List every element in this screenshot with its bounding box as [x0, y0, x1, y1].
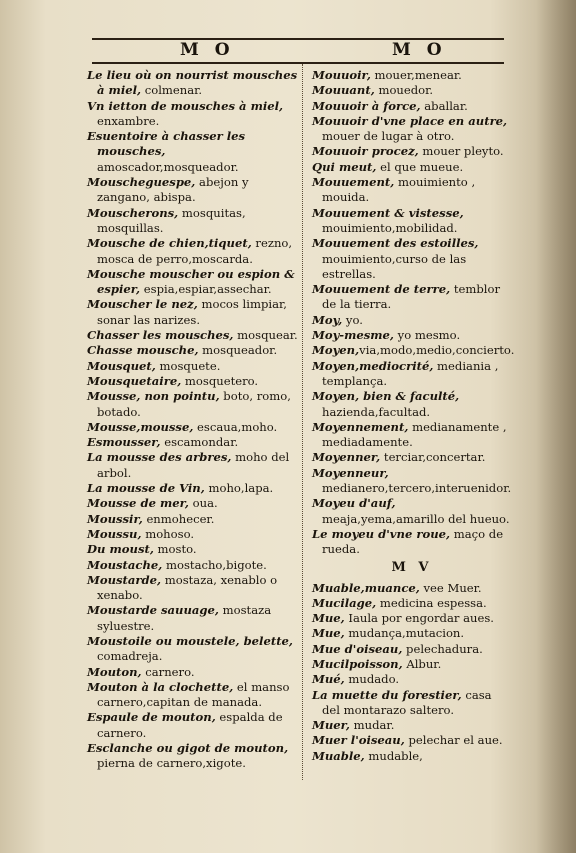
entry-definition: el manso carnero,capitan de manada.	[97, 679, 290, 710]
entry-definition: rezno, mosca de perro,moscarda.	[97, 236, 293, 266]
entry-headword: Moyenner,	[312, 450, 381, 465]
entry-definition: escaua,moho.	[193, 419, 278, 434]
entry-definition: abejon y zangano, abispa.	[97, 175, 249, 205]
dictionary-entry	[312, 359, 512, 390]
entry-definition: mosqueador.	[198, 343, 278, 358]
entry-headword: Moussu,	[87, 526, 142, 541]
entry-headword: Mouuant,	[312, 83, 375, 98]
entry-headword: Esuentoire à chasser les mousches,	[87, 129, 246, 159]
dictionary-entry	[312, 672, 512, 687]
entry-headword: Mucilage,	[312, 595, 377, 610]
entry-definition: mudable,	[364, 748, 423, 763]
header-left: M O	[180, 40, 235, 60]
entry-definition: moho,lapa.	[204, 481, 274, 496]
entry-headword: Mouuement,	[312, 175, 395, 190]
entry-definition: meaja,yema,amarillo del hueuo.	[322, 511, 510, 526]
entry-definition: yo.	[342, 312, 363, 327]
entry-headword: Muable,muance,	[312, 580, 420, 595]
dictionary-entry	[87, 665, 299, 680]
column-divider	[302, 64, 304, 780]
running-header	[92, 40, 504, 62]
dictionary-entry	[312, 718, 512, 733]
entry-headword: Le moyeu d'vne roue,	[312, 526, 451, 541]
entry-headword: Mousse,mousse,	[87, 419, 194, 434]
entry-definition: mostacho,bigote.	[162, 557, 267, 572]
dictionary-entry	[312, 450, 512, 465]
entry-headword: Mouscherons,	[87, 205, 179, 220]
entry-definition: medianamente , mediadamente.	[322, 419, 507, 450]
entry-headword: Moyen,	[312, 343, 360, 358]
entry-headword: Mue,	[312, 626, 345, 641]
entry-headword: Moy-mesme,	[312, 328, 394, 343]
entry-headword: Moy,	[312, 312, 343, 327]
entry-definition: espia,espiar,assechar.	[140, 282, 272, 297]
entry-headword: Mousse de mer,	[87, 496, 189, 511]
entry-definition: espalda de carnero.	[97, 710, 283, 740]
entry-definition: aballar.	[420, 98, 468, 113]
dictionary-entry	[312, 175, 512, 206]
dictionary-entry	[312, 527, 512, 558]
dictionary-entry	[312, 420, 512, 451]
entry-definition: maço de rueda.	[322, 526, 504, 557]
dictionary-entry	[87, 206, 299, 237]
entry-headword: Du moust,	[87, 542, 154, 557]
entry-definition: mouer,menear.	[370, 68, 462, 82]
dictionary-entry	[312, 642, 512, 657]
entry-definition: mouimiento , mouida.	[322, 175, 476, 205]
entry-headword: Mouscheguespe,	[87, 175, 196, 190]
entry-headword: La mousse de Vin,	[87, 481, 205, 496]
dictionary-entry	[87, 68, 299, 99]
entry-definition: vee Muer.	[419, 580, 482, 595]
dictionary-entry	[87, 741, 299, 772]
entry-headword: Moustarde,	[87, 572, 162, 587]
entry-definition: moho del arbol.	[97, 450, 290, 480]
entry-headword: Esmousser,	[87, 435, 161, 450]
dictionary-entry	[87, 297, 299, 328]
entry-headword: Mouuement des estoilles,	[312, 236, 479, 251]
dictionary-entry	[87, 99, 299, 130]
entry-headword: Le lieu où on nourrist mousches à miel,	[87, 68, 298, 98]
entry-definition: mosquete.	[155, 358, 221, 373]
entry-definition: terciar,concertar.	[380, 450, 486, 465]
dictionary-entry	[312, 496, 512, 527]
dictionary-entry	[87, 435, 299, 450]
entry-definition: mouimiento,mobilidad.	[322, 220, 458, 235]
entry-definition: Albur.	[402, 656, 442, 671]
entry-definition: enmohecer.	[142, 511, 215, 526]
entry-headword: Mousquetaire,	[87, 373, 182, 388]
dictionary-entry	[87, 527, 299, 542]
entry-headword: Qui meut,	[312, 159, 377, 174]
entry-headword: Chasse mousche,	[87, 343, 199, 358]
entry-headword: Mouuement de terre,	[312, 282, 451, 297]
entry-headword: Mucilpoisson,	[312, 656, 403, 671]
entry-definition: mosquear.	[233, 328, 298, 343]
left-column	[87, 68, 299, 772]
entry-definition: mocos limpiar, sonar las narizes.	[97, 297, 287, 327]
entry-definition: Iaula por engordar aues.	[344, 611, 494, 626]
dictionary-entry	[87, 710, 299, 741]
entry-definition: mostaza, xenablo o xenabo.	[97, 572, 278, 603]
entry-headword: Espaule de mouton,	[87, 710, 216, 725]
dictionary-entry	[312, 83, 512, 98]
entry-definition: mosquetero.	[181, 373, 259, 388]
entry-definition: medicina espessa.	[376, 595, 487, 610]
entry-definition: pierna de carnero,xigote.	[97, 756, 246, 771]
entry-headword: Mousche mouscher ou espion & espier,	[87, 266, 295, 297]
dictionary-entry	[312, 206, 512, 237]
dictionary-entry	[87, 236, 299, 267]
entry-headword: Moussir,	[87, 511, 143, 526]
dictionary-entry	[312, 749, 512, 764]
entry-headword: Mousquet,	[87, 358, 156, 373]
dictionary-entry	[312, 343, 515, 358]
dictionary-entry	[312, 657, 512, 672]
entry-headword: Mousche de chien,tiquet,	[87, 236, 252, 251]
dictionary-entry	[87, 634, 299, 665]
header-rule-bottom	[92, 62, 504, 64]
entry-definition: mouer de lugar à otro.	[322, 129, 455, 144]
dictionary-entry	[87, 420, 299, 435]
dictionary-entry	[312, 99, 512, 114]
entry-definition: mouer pleyto.	[418, 144, 504, 159]
entry-definition: colmenar.	[141, 83, 203, 98]
dictionary-entry	[87, 359, 299, 374]
entry-definition: casa del montarazo saltero.	[322, 687, 492, 717]
dictionary-entry	[87, 389, 299, 420]
dictionary-entry	[312, 328, 512, 343]
entry-headword: Mouton,	[87, 664, 142, 679]
entry-definition: carnero.	[141, 664, 195, 679]
header-right: M O	[392, 40, 447, 60]
entry-definition: el que mueue.	[376, 159, 464, 174]
entry-headword: La muette du forestier,	[312, 687, 462, 702]
entry-definition: mudado.	[344, 672, 400, 687]
dictionary-entry	[87, 512, 299, 527]
entry-definition: mouimiento,curso de las estrellas.	[322, 251, 467, 281]
right-column-entries-mo	[312, 68, 515, 558]
dictionary-entry	[312, 581, 512, 596]
dictionary-entry	[87, 267, 299, 298]
dictionary-entry	[312, 466, 512, 497]
entry-definition: boto, romo, botado.	[97, 389, 291, 419]
dictionary-entry	[87, 542, 299, 557]
entry-definition: oua.	[188, 496, 218, 511]
dictionary-entry	[87, 175, 299, 206]
dictionary-entry	[312, 144, 512, 159]
entry-definition: mostaza syluestre.	[97, 603, 272, 633]
entry-headword: Moustoile ou moustele, belette,	[87, 633, 293, 648]
entry-definition: comadreja.	[97, 649, 163, 664]
entry-definition: amoscador,mosqueador.	[97, 159, 239, 174]
entry-headword: Mouuoir procez,	[312, 144, 419, 159]
dictionary-entry	[87, 374, 299, 389]
dictionary-entry	[87, 328, 299, 343]
dictionary-entry	[87, 603, 299, 634]
dictionary-entry	[312, 282, 512, 313]
entry-headword: Mouuoir d'vne place en autre,	[312, 113, 508, 128]
entry-definition: mosto.	[153, 542, 197, 557]
entry-definition: mouedor.	[374, 83, 434, 98]
dictionary-entry	[312, 313, 512, 328]
entry-headword: Mue,	[312, 611, 345, 626]
page-edge-shadow	[536, 0, 576, 853]
entry-definition: yo mesmo.	[393, 328, 461, 343]
entry-headword: Mue d'oiseau,	[312, 641, 403, 656]
entry-definition: mudança,mutacion.	[344, 626, 465, 641]
dictionary-entry	[87, 450, 299, 481]
dictionary-entry	[312, 236, 512, 282]
entry-headword: Moustache,	[87, 557, 163, 572]
entry-headword: Mouuoir,	[312, 68, 371, 82]
entry-headword: La mousse des arbres,	[87, 450, 232, 465]
entry-headword: Moyennement,	[312, 419, 409, 434]
right-column-entries-mv	[312, 581, 512, 765]
entry-definition: pelechadura.	[402, 641, 483, 656]
entry-headword: Moyen,mediocrité,	[312, 358, 434, 373]
entry-definition: medianero,tercero,interuenidor.	[322, 481, 512, 496]
dictionary-entry	[312, 626, 512, 641]
entry-headword: Mué,	[312, 672, 345, 687]
dictionary-entry	[87, 573, 299, 604]
dictionary-entry	[312, 733, 512, 748]
entry-headword: Muer l'oiseau,	[312, 733, 405, 748]
entry-headword: Moustarde sauuage,	[87, 603, 219, 618]
dictionary-entry	[87, 496, 299, 511]
dictionary-entry	[312, 160, 512, 175]
right-column	[312, 68, 515, 764]
dictionary-entry	[87, 558, 299, 573]
entry-definition: enxambre.	[97, 113, 160, 128]
dictionary-entry	[312, 68, 512, 83]
section-title: M V	[391, 559, 433, 575]
dictionary-entry	[87, 343, 299, 358]
dictionary-entry	[312, 596, 512, 611]
entry-headword: Mousse, non pointu,	[87, 389, 220, 404]
dictionary-entry	[312, 611, 512, 626]
entry-headword: Mouuement & vistesse,	[312, 205, 464, 220]
dictionary-entry	[312, 688, 512, 719]
entry-headword: Moyeu d'auf,	[312, 496, 396, 511]
dictionary-entry	[87, 481, 299, 496]
entry-definition: hazienda,facultad.	[322, 404, 431, 419]
entry-headword: Chasser les mousches,	[87, 328, 234, 343]
entry-definition: mosquitas, mosquillas.	[97, 205, 246, 235]
entry-definition: mediania , templança.	[322, 358, 499, 388]
entry-headword: Mouton à la clochette,	[87, 679, 234, 694]
dictionary-entry	[87, 680, 299, 711]
entry-headword: Muer,	[312, 718, 350, 733]
entry-definition: via,modo,medio,concierto.	[359, 343, 515, 358]
dictionary-entry	[312, 114, 512, 145]
entry-definition: temblor de la tierra.	[322, 282, 501, 312]
entry-headword: Mouuoir à force,	[312, 98, 421, 113]
dictionary-entry	[312, 389, 512, 420]
entry-headword: Muable,	[312, 748, 365, 763]
entry-definition: escamondar.	[160, 435, 239, 450]
entry-definition: mohoso.	[141, 526, 195, 541]
entry-headword: Mouscher le nez,	[87, 297, 198, 312]
dictionary-entry	[87, 129, 299, 175]
entry-headword: Vn ietton de mousches à miel,	[87, 98, 284, 113]
entry-headword: Moyenneur,	[312, 465, 389, 480]
entry-headword: Esclanche ou gigot de mouton,	[87, 741, 289, 756]
entry-definition: mudar.	[349, 718, 395, 733]
entry-definition: pelechar el aue.	[404, 733, 503, 748]
entry-headword: Moyen, bien & faculté,	[312, 389, 460, 404]
